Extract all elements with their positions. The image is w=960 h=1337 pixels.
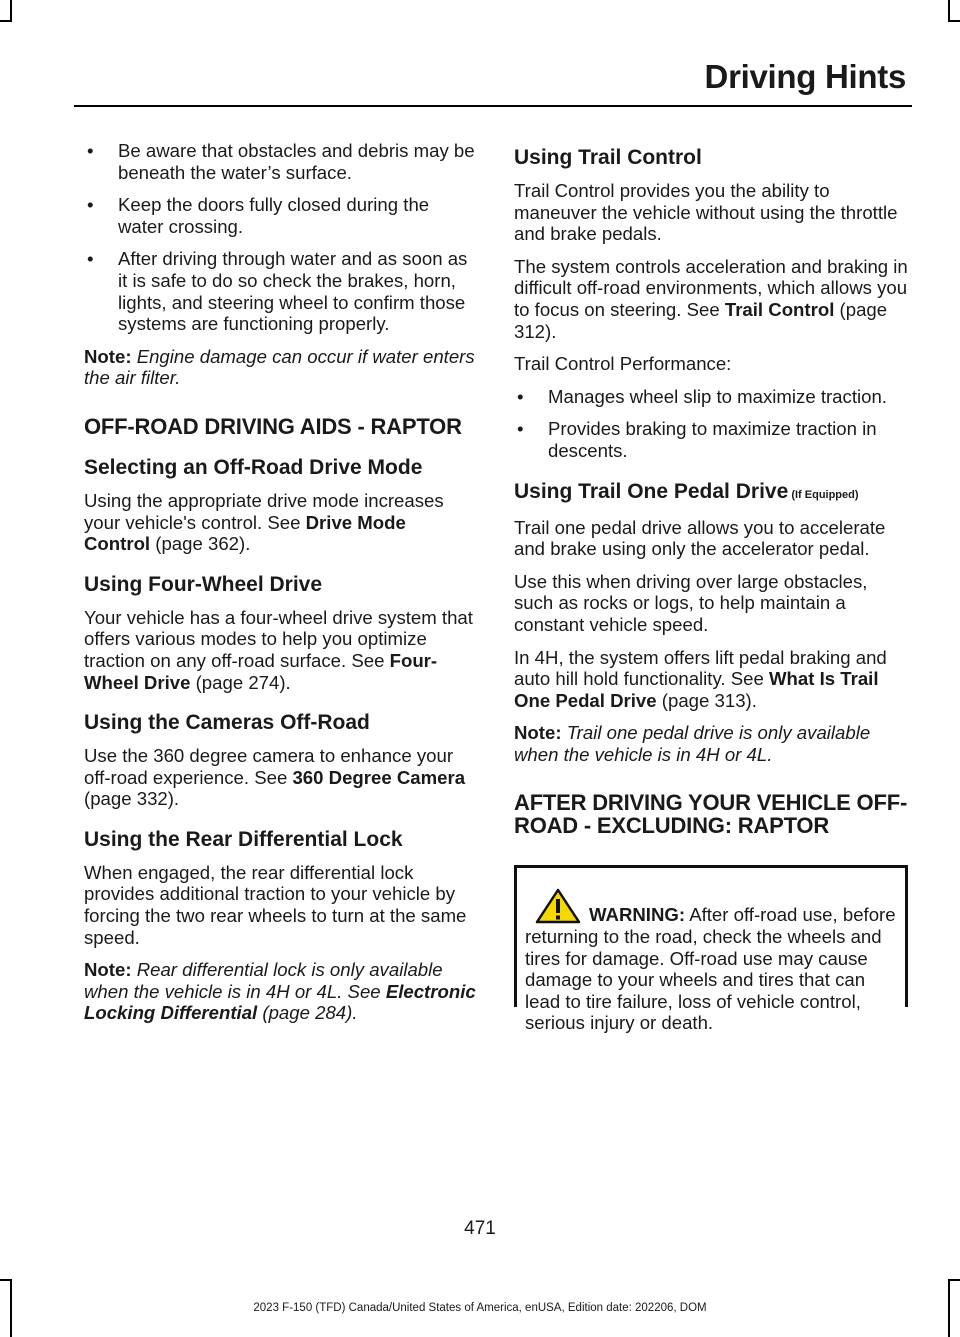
heading-rear-diff-lock: Using the Rear Differential Lock (84, 827, 403, 851)
section-title-off-road-aids: OFF-ROAD DRIVING AIDS - RAPTOR (84, 413, 462, 439)
heading-four-wheel-drive: Using Four-Wheel Drive (84, 572, 323, 596)
note-engine-damage: Note: Engine damage can occur if water enters the air filter. (84, 345, 475, 389)
edition-footer: 2023 F-150 (TFD) Canada/United States of America, enUSA, Edition date: 202206, DOM (253, 1302, 707, 1314)
bullet-dot: • (517, 418, 524, 440)
crop-mark-top-right-v (948, 0, 950, 22)
paragraph-opd-2: Use this when driving over large obstacles, such as rocks or logs, to help maintain a constant vehicle speed. (514, 570, 868, 635)
bullet-dot: • (87, 194, 94, 216)
warning-box (514, 865, 908, 1034)
paragraph-trail-2: The system controls acceleration and braking in difficult off-road environments, which allows you to focus on steering. See Trail Control (page 312). (514, 255, 908, 342)
paragraph-drive-mode: Using the appropriate drive mode increases your vehicle's control. See Drive Mode Control (page 362). (84, 489, 444, 555)
trail-performance-bullets (514, 386, 908, 462)
note-rear-diff: Note: Rear differential lock is only available when the vehicle is in 4H or 4L. See Electronic Locking Differential (page 284). (84, 959, 476, 1024)
list-item: • Manages wheel slip to maximize traction. (517, 385, 887, 407)
water-crossing-bullets (84, 140, 476, 335)
paragraph-opd-1: Trail one pedal drive allows you to accelerate and brake using only the accelerator pedal. (514, 516, 886, 560)
link-drive-mode-control[interactable]: Drive Mode Control (84, 511, 406, 555)
trail-performance-label: Trail Control Performance: (514, 353, 732, 375)
section-title-after-off-road: AFTER DRIVING YOUR VEHICLE OFF-ROAD - EXCLUDING: RAPTOR (514, 790, 908, 839)
bullet-dot: • (87, 248, 94, 270)
list-item: • Provides braking to maximize traction in descents. (517, 418, 877, 461)
heading-trail-one-pedal: Using Trail One Pedal Drive (If Equipped) (514, 479, 859, 503)
warning-label: WARNING: (589, 904, 686, 926)
list-item: • Keep the doors fully closed during the water crossing. (87, 194, 430, 237)
heading-trail-control: Using Trail Control (514, 146, 702, 169)
link-four-wheel-drive[interactable]: Four-Wheel Drive (84, 649, 438, 693)
page-number: 471 (464, 1218, 496, 1239)
crop-mark-bottom-right-h (948, 1279, 960, 1281)
heading-drive-mode: Selecting an Off-Road Drive Mode (84, 455, 423, 479)
bullet-dot: • (517, 385, 524, 407)
paragraph-four-wheel-drive: Your vehicle has a four-wheel drive system that offers various modes to help you optimize traction on any off-road surface. See Four-Wheel Drive (page 274). (84, 606, 473, 693)
link-360-degree-camera[interactable]: 360 Degree Camera (292, 766, 466, 788)
link-trail-control[interactable]: Trail Control (724, 298, 835, 320)
crop-mark-top-left-h (0, 20, 12, 22)
list-item: • After driving through water and as soon as it is safe to do so check the brakes, horn, lights, and steering wheel to confirm those systems are functioning properly. (87, 248, 468, 335)
link-electronic-locking-differential[interactable]: Electronic Locking Differential (84, 980, 476, 1024)
header-rule (74, 105, 912, 107)
paragraph-opd-3: In 4H, the system offers lift pedal braking and auto hill hold functionality. See What Is Trail One Pedal Drive (page 313). (514, 646, 887, 711)
paragraph-trail-1: Trail Control provides you the ability to maneuver the vehicle without using the throttle and brake pedals. (514, 180, 898, 245)
left-column (84, 140, 476, 1035)
paragraph-rear-diff-lock: When engaged, the rear differential lock provides additional traction to your vehicle by forcing the two rear wheels to turn at the same speed. (84, 861, 467, 948)
crop-mark-bottom-left-h (0, 1279, 12, 1281)
page-header-title: Driving Hints (704, 58, 906, 95)
crop-mark-top-left-v (10, 0, 12, 22)
bullet-dot: • (87, 140, 94, 161)
list-item: • Be aware that obstacles and debris may be beneath the water’s surface. (87, 140, 475, 183)
warning-text: WARNING: After off-road use, before returning to the road, check the wheels and tires for damage. Off-road use may cause damage to your wheels and tires that can lead to tire failure, loss of vehicle control, serious injury or death. (525, 888, 897, 1034)
link-what-is-trail-one-pedal[interactable]: What Is Trail One Pedal Drive (514, 668, 879, 711)
note-opd: Note: Trail one pedal drive is only available when the vehicle is in 4H or 4L. (514, 722, 871, 765)
crop-mark-top-right-h (948, 20, 960, 22)
right-column (514, 140, 908, 1034)
if-equipped-tag: (If Equipped) (788, 488, 859, 501)
paragraph-cameras: Use the 360 degree camera to enhance your off-road experience. See 360 Degree Camera (page 332). (84, 745, 466, 810)
warning-triangle-icon (535, 888, 581, 924)
heading-cameras-off-road: Using the Cameras Off-Road (84, 711, 370, 735)
